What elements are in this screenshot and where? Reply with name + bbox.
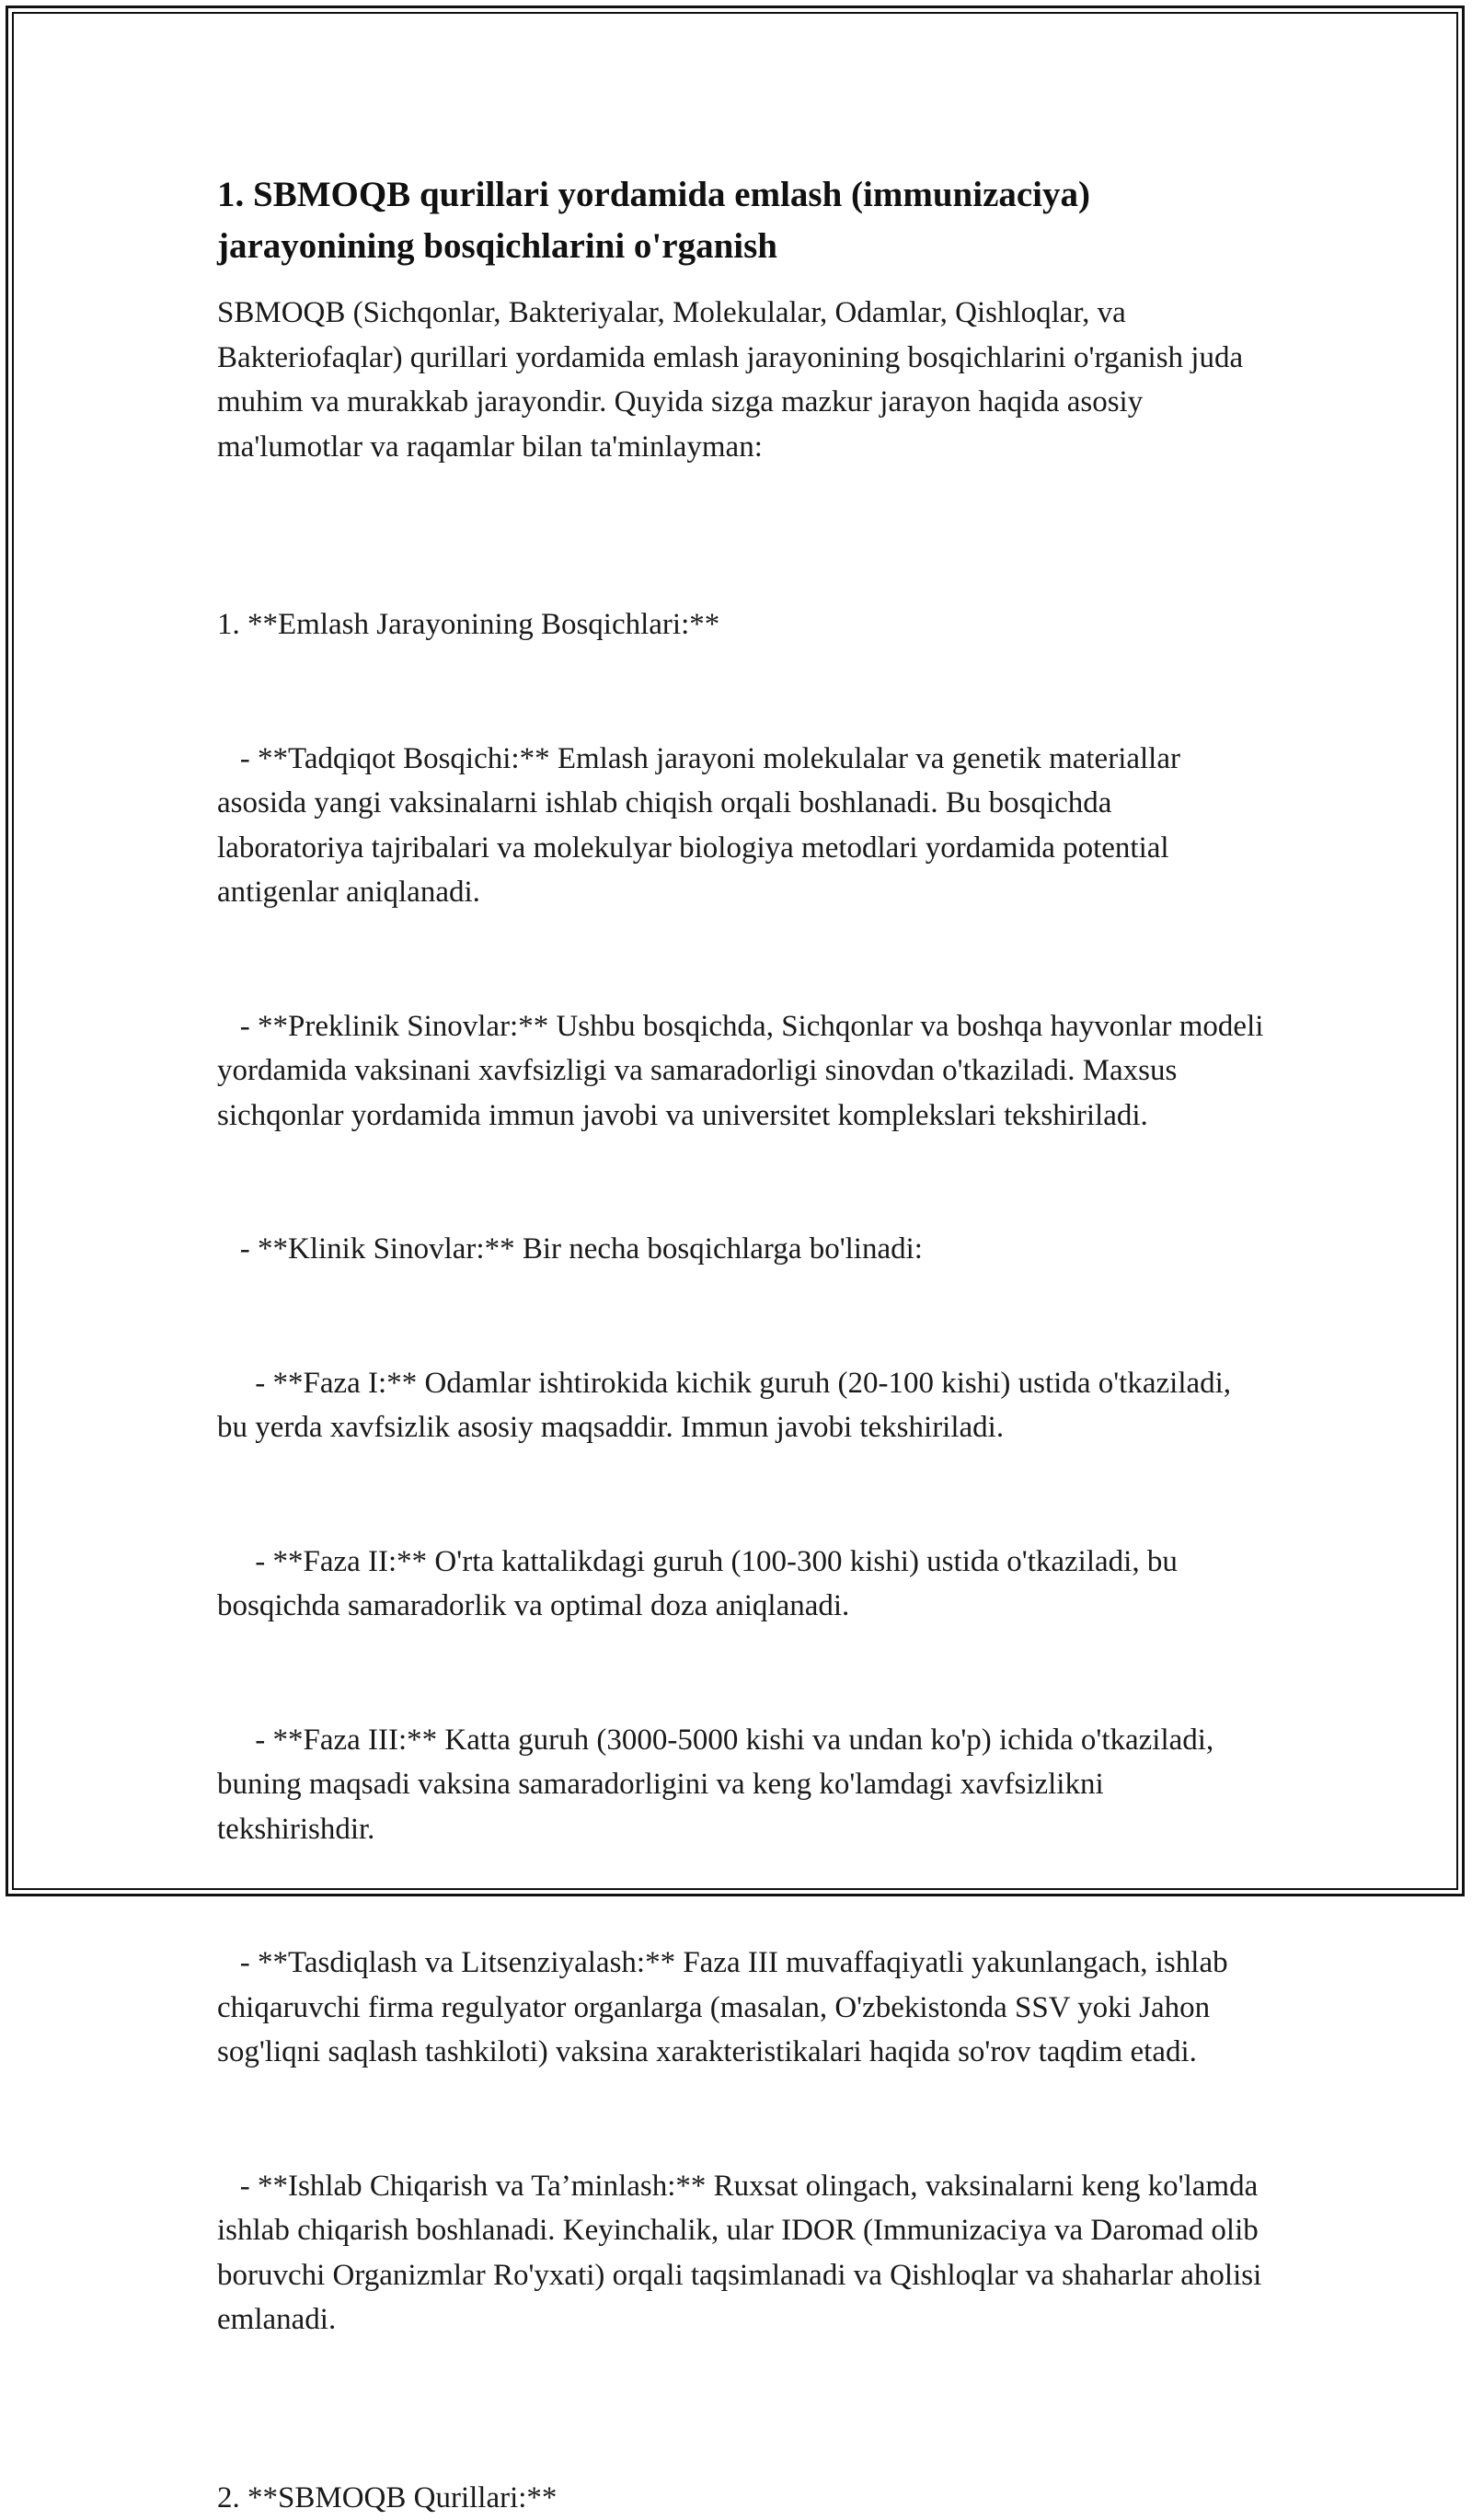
section-1-heading: 1. **Emlash Jarayonining Bosqichlari:**: [217, 602, 1266, 647]
list-item-research-stage: - **Tadqiqot Bosqichi:** Emlash jarayoni molekulalar va genetik materiallar asosida yangi vaksinalarni ishlab chiqish orqali boshlanadi. Bu bosqichda laboratoriya tajribalari va molekulyar biologiya metodlari yordamida potential antigenlar aniqlanadi.: [217, 737, 1266, 915]
list-item-phase-3: - **Faza III:** Katta guruh (3000-5000 kishi va undan ko'p) ichida o'tkaziladi, buning maqsadi vaksina samaradorligini va keng ko'lamdagi xavfsizlikni tekshirishdir.: [217, 1718, 1266, 1852]
list-item-preclinical-trials: - **Preklinik Sinovlar:** Ushbu bosqichda, Sichqonlar va boshqa hayvonlar modeli yordamida vaksinani xavfsizligi va samaradorligi sinovdan o'tkaziladi. Maxsus sichqonlar yordamida immun javobi va universitet komplekslari tekshiriladi.: [217, 1004, 1266, 1139]
intro-paragraph: SBMOQB (Sichqonlar, Bakteriyalar, Molekulalar, Odamlar, Qishloqlar, va Bakteriofaqlar) qurillari yordamida emlash jarayonining bosqichlarini o'rganish juda muhim va murakkab jarayondir. Quyida sizga mazkur jarayon haqida asosiy ma'lumotlar va raqamlar bilan ta'minlayman:: [217, 291, 1266, 469]
list-item-phase-1: - **Faza I:** Odamlar ishtirokida kichik guruh (20-100 kishi) ustida o'tkaziladi, bu yerda xavfsizlik asosiy maqsaddir. Immun javobi tekshiriladi.: [217, 1361, 1266, 1450]
document-title: 1. SBMOQB qurillari yordamida emlash (immunizaciya) jarayonining bosqichlarini o'rganish: [217, 169, 1266, 272]
document-body: [217, 169, 1266, 2520]
list-item-production-supply: - **Ishlab Chiqarish va Ta’minlash:** Ruxsat olingach, vaksinalarni keng ko'lamda ishlab chiqarish boshlanadi. Keyinchalik, ular IDOR (Immunizaciya va Daromad olib boruvchi Organizmlar Ro'yxati) orqali taqsimlanadi va Qishloqlar va shaharlar aholisi emlanadi.: [217, 2164, 1266, 2342]
list-item-phase-2: - **Faza II:** O'rta kattalikdagi guruh (100-300 kishi) ustida o'tkaziladi, bu bosqichda samaradorlik va optimal doza aniqlanadi.: [217, 1540, 1266, 1629]
section-1: [217, 513, 1266, 2432]
list-item-clinical-trials: - **Klinik Sinovlar:** Bir necha bosqichlarga bo'linadi:: [217, 1227, 1266, 1272]
section-2-heading: 2. **SBMOQB Qurillari:**: [217, 2476, 1266, 2520]
list-item-approval-licensing: - **Tasdiqlash va Litsenziyalash:** Faza III muvaffaqiyatli yakunlangach, ishlab chiqaruvchi firma regulyator organlarga (masalan, O'zbekistonda SSV yoki Jahon sog'liqni saqlash tashkiloti) vaksina xarakteristikalari haqida so'rov taqdim etadi.: [217, 1941, 1266, 2075]
section-spacer: [217, 2432, 1266, 2476]
